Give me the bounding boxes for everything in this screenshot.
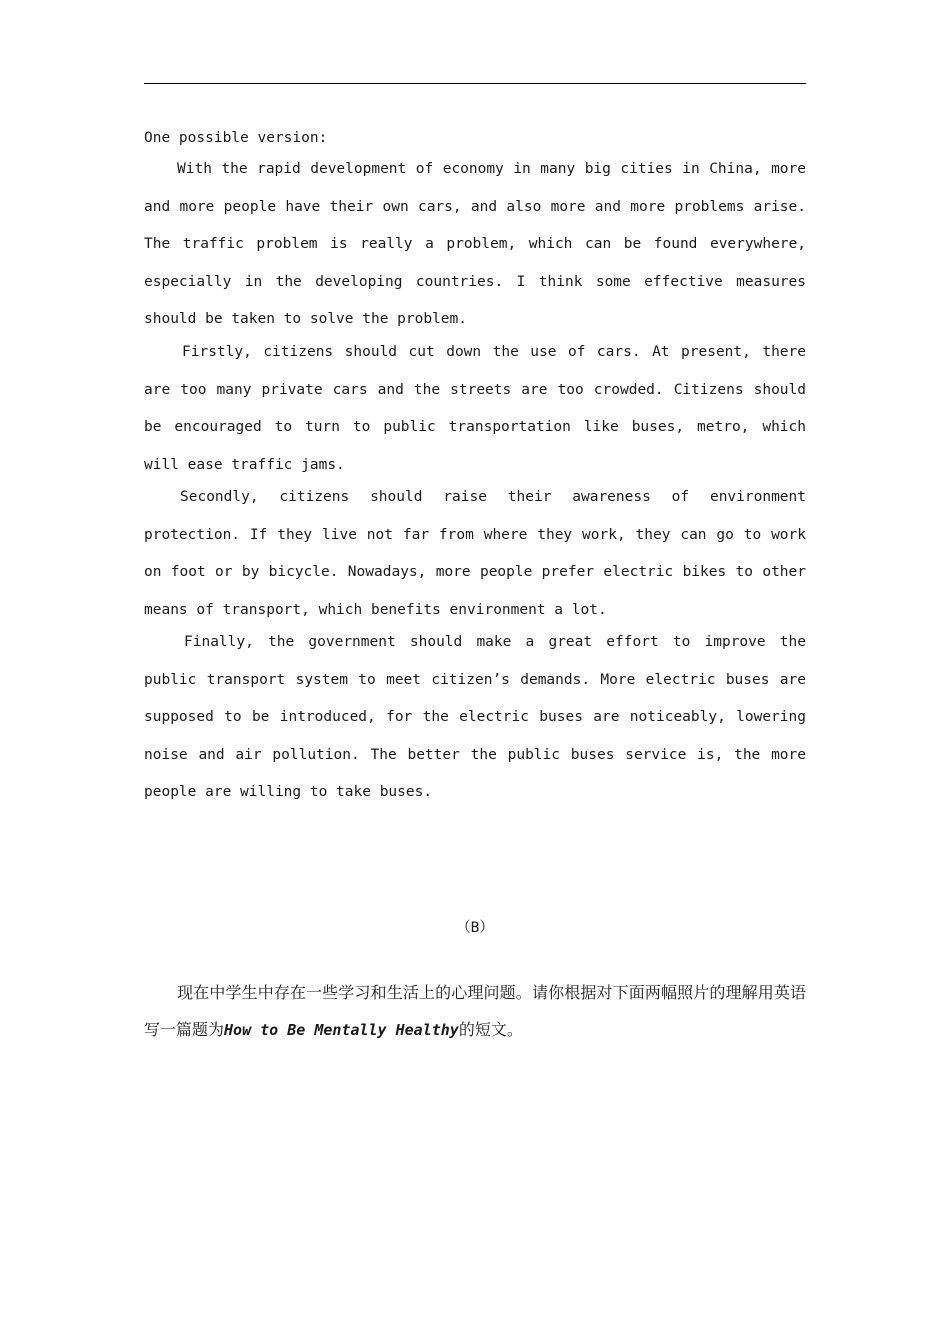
sample-paragraph-3: Secondly, citizens should raise their awareness of environment protection. If they live not far from where they work, they can go to work on foot or by bicycle. Nowadays, more people prefer electric bikes to other means of transport, which benefits environment a lot. [144,489,806,618]
sample-intro: One possible version: [144,130,328,146]
instruction-text: 现在中学生中存在一些学习和生活上的心理问题。请你根据对下面两幅照片的理解用英语写一篇题为 [144,983,806,1039]
sample-paragraph-2: Firstly, citizens should cut down the use of cars. At present, there are too many private cars and the streets are too crowded. Citizens should be encouraged to turn to public transportation like buses, metro, which will ease traffic jams. [144,344,806,473]
sample-paragraph-1: With the rapid development of economy in many big cities in China, more and more people have their own cars, and also more and more problems arise. The traffic problem is really a problem, which can be found everywhere, especially in the developing countries. I think some effective measures should be taken to solve the problem. [144,161,806,327]
sample-paragraph-4: Finally, the government should make a great effort to improve the public transport system to meet citizen’s demands. More electric buses are supposed to be introduced, for the electric buses are noticeably, lowering noise and air pollution. The better the public buses service is, the more people are willing to take buses. [144,634,806,800]
essay-title: How to Be Mentally Healthy [224,1021,459,1039]
instruction-tail: 的短文。 [458,1020,523,1039]
header-rule [144,83,806,84]
section-b-label: （B） [456,920,494,936]
section-b-instruction [144,974,806,1049]
